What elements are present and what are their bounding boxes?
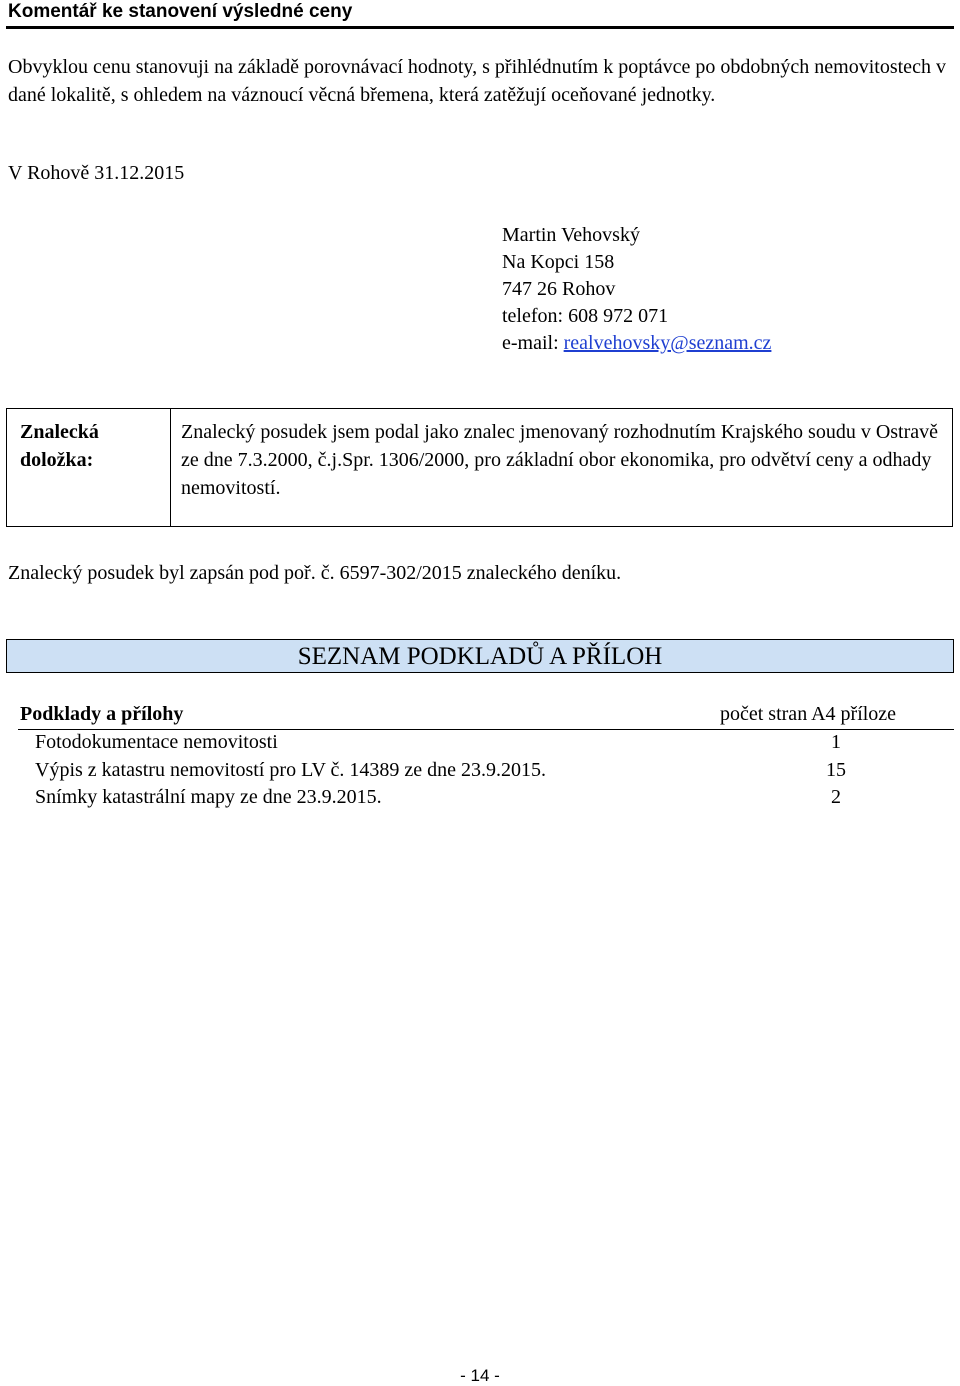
column-header-documents: Podklady a přílohy [20, 703, 184, 725]
email-link[interactable]: realvehovsky@seznam.cz [563, 332, 772, 354]
column-header-page-count: počet stran A4 příloze [720, 703, 897, 725]
attachments-title: SEZNAM PODKLADŮ A PŘÍLOH [297, 643, 663, 670]
attachment-row-pages: 2 [831, 786, 841, 808]
attachment-row-pages: 15 [826, 759, 846, 781]
signature-phone: telefon: 608 972 071 [502, 305, 669, 327]
section-heading-comment: Komentář ke stanovení výsledné ceny [8, 1, 353, 22]
signature-city: 747 26 Rohov [502, 278, 616, 300]
registry-note: Znalecký posudek byl zapsán pod poř. č. 6597-302/2015 znaleckého deníku. [8, 562, 622, 584]
signature-name: Martin Vehovský [502, 224, 640, 246]
expert-clause-divider [170, 408, 171, 527]
signature-street: Na Kopci 158 [502, 251, 615, 273]
attachment-row-name: Výpis z katastru nemovitostí pro LV č. 14389 ze dne 23.9.2015. [35, 759, 547, 781]
attachment-row-name: Fotodokumentace nemovitosti [35, 731, 278, 753]
attachment-row-pages: 1 [831, 731, 841, 753]
signature-block [502, 222, 771, 357]
expert-clause-label: Znalecká doložka: [20, 421, 99, 471]
signature-email-line [502, 330, 771, 357]
page-number: - 14 - [460, 1366, 500, 1385]
email-label: e-mail: [502, 332, 564, 354]
heading-underline-rule [6, 26, 954, 29]
comment-paragraph: Obvyklou cenu stanovuji na základě porovnávací hodnoty, s přihlédnutím k poptávce po obdobných nemovitostech v dané lokalitě, s ohledem na váznoucí věcná břemena, která zatěžují oceňované jednotky. [8, 56, 946, 106]
expert-clause-text: Znalecký posudek jsem podal jako znalec jmenovaný rozhodnutím Krajského soudu v Ostravě ze dne 7.3.2000, č.j.Spr. 1306/2000, pro základní obor ekonomika, pro odvětví ceny a odhady nemovitostí. [181, 421, 939, 499]
attachment-row-name: Snímky katastrální mapy ze dne 23.9.2015. [35, 786, 382, 808]
place-and-date: V Rohově 31.12.2015 [8, 162, 185, 184]
